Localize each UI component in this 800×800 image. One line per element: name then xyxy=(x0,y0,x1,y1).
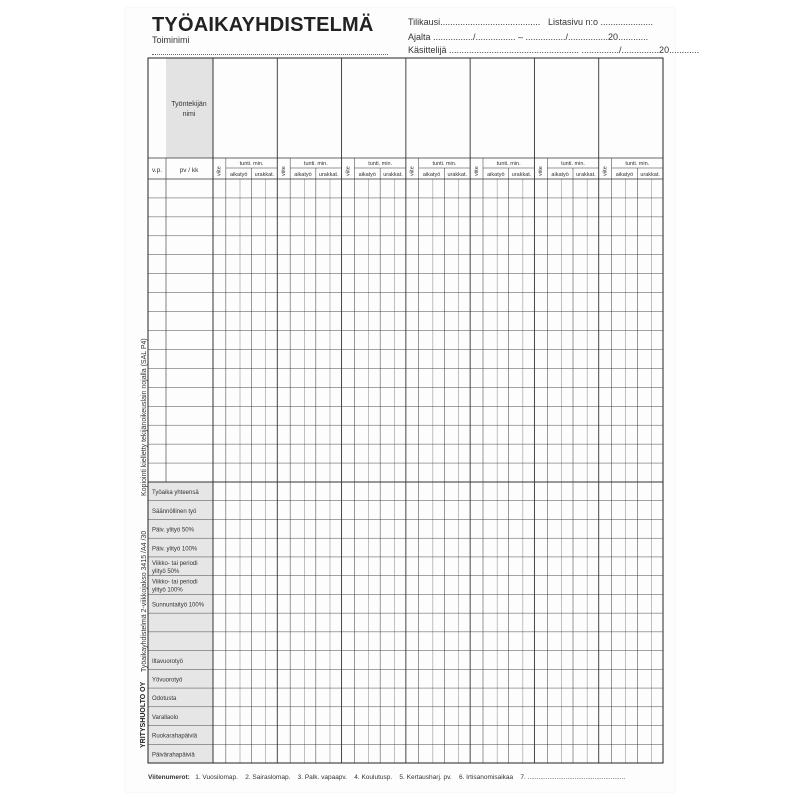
hours-label: tunti. min. xyxy=(625,161,650,167)
hours-label: tunti. min. xyxy=(368,161,393,167)
summary-row-label: Säännöllinen työ xyxy=(152,508,197,515)
employee-name-label-2: nimi xyxy=(182,111,196,118)
summary-row-label: Päiv. ylityö 50% xyxy=(152,527,194,534)
summary-row-label: Varallaolo xyxy=(152,714,179,721)
legend-item-3: 3. Palk. vapaapv. xyxy=(297,774,347,781)
company-label: Toiminimi xyxy=(152,35,190,45)
regular-work-label: aikatyö xyxy=(487,172,505,178)
viite-label: viite xyxy=(281,166,287,176)
summary-row-label: Viikko- tai periodi xyxy=(152,579,198,586)
regular-work-label: aikatyö xyxy=(551,172,569,178)
legend-item-7: 7. ...................................................... xyxy=(520,774,626,781)
legend-item-2: 2. Sairaslomap. xyxy=(245,774,291,781)
copyright-notice: Kopiointi kielletty tekijänoikeuslain nojalla (SAL P4) xyxy=(141,338,148,496)
piece-work-label: urakkat. xyxy=(511,172,532,178)
publisher-name: YRITYSHUOLTO OY xyxy=(140,681,147,748)
summary-row-label: Viikko- tai periodi xyxy=(152,560,198,567)
summary-row-label: Työaika yhteensä xyxy=(152,490,199,497)
summary-row-label: Ruokarahapäiviä xyxy=(152,733,198,740)
regular-work-label: aikatyö xyxy=(422,172,441,178)
date-label: pv / kk xyxy=(179,167,199,174)
vp-label: v.p. xyxy=(152,167,162,174)
summary-row-label: Päivärahapäiviä xyxy=(152,752,195,759)
employee-name-cell[interactable] xyxy=(535,59,597,157)
hours-label: tunti. min. xyxy=(496,161,521,167)
page-title: TYÖAIKAYHDISTELMÄ xyxy=(152,14,374,36)
regular-work-label: aikatyö xyxy=(229,172,248,178)
legend-item-4: 4. Koulutusp. xyxy=(354,774,393,781)
summary-row-label: Iltavuorotyö xyxy=(152,658,184,665)
employee-name-cell[interactable] xyxy=(214,59,276,157)
fiscal-period-field[interactable]: Tilikausi........................................ xyxy=(408,17,541,27)
summary-row-label: Yövuorotyö xyxy=(152,677,183,684)
legend-item-1: 1. Vuosilomap. xyxy=(195,774,238,781)
reference-legend xyxy=(148,774,625,781)
piece-work-label: urakkat. xyxy=(447,172,468,178)
piece-work-label: urakkat. xyxy=(254,172,275,178)
summary-row-label-2: ylityö 100% xyxy=(152,587,183,594)
form-code: Työaikayhdistelmä 2-viikkojakso 3415 /A4 /30 xyxy=(141,530,148,672)
legend-item-5: 5. Kertausharj. pv. xyxy=(399,774,452,781)
summary-row-label-2: ylityö 50% xyxy=(152,568,180,575)
viite-label: viite xyxy=(473,166,480,176)
employee-name-cell[interactable] xyxy=(407,59,469,157)
viite-label: viite xyxy=(538,166,545,176)
regular-work-label: aikatyö xyxy=(615,172,634,178)
hours-label: tunti. min. xyxy=(239,161,264,167)
name-label-shade xyxy=(166,58,213,158)
viite-label: viite xyxy=(345,166,352,176)
viite-label: viite xyxy=(409,166,416,176)
hours-label: tunti. min. xyxy=(432,161,457,167)
employee-name-cell[interactable] xyxy=(278,59,340,157)
hours-label: tunti. min. xyxy=(561,161,585,167)
legend-item-6: 6. Irtisanomisaikaa xyxy=(458,774,514,781)
piece-work-label: urakkat. xyxy=(318,172,339,178)
piece-work-label: urakkat. xyxy=(576,172,596,178)
hours-label: tunti. min. xyxy=(303,161,328,167)
viite-label: viite xyxy=(602,166,609,176)
employee-name-cell[interactable] xyxy=(600,59,662,157)
legend-title: Viitenumerot: xyxy=(148,774,190,781)
summary-row-label: Päiv. ylityö 100% xyxy=(152,546,198,553)
regular-work-label: aikatyö xyxy=(294,172,312,178)
period-field[interactable]: Ajalta ................/................ – ................/................20............ xyxy=(408,32,649,42)
summary-row-label: Sunnuntaityö 100% xyxy=(152,602,205,609)
handler-field[interactable]: Käsittelijä .................................................... .............../...............20............ xyxy=(408,45,700,55)
employee-name-label: Työntekijän xyxy=(171,101,207,108)
employee-name-cell[interactable] xyxy=(471,59,533,157)
regular-work-label: aikatyö xyxy=(358,172,377,178)
summary-row-label: Odotusta xyxy=(152,696,177,703)
employee-name-cell[interactable] xyxy=(343,59,405,157)
piece-work-label: urakkat. xyxy=(640,172,660,178)
page-number-field[interactable]: Listasivu n:o ..................... xyxy=(548,17,654,27)
piece-work-label: urakkat. xyxy=(383,172,403,178)
viite-label: viite xyxy=(216,166,223,176)
